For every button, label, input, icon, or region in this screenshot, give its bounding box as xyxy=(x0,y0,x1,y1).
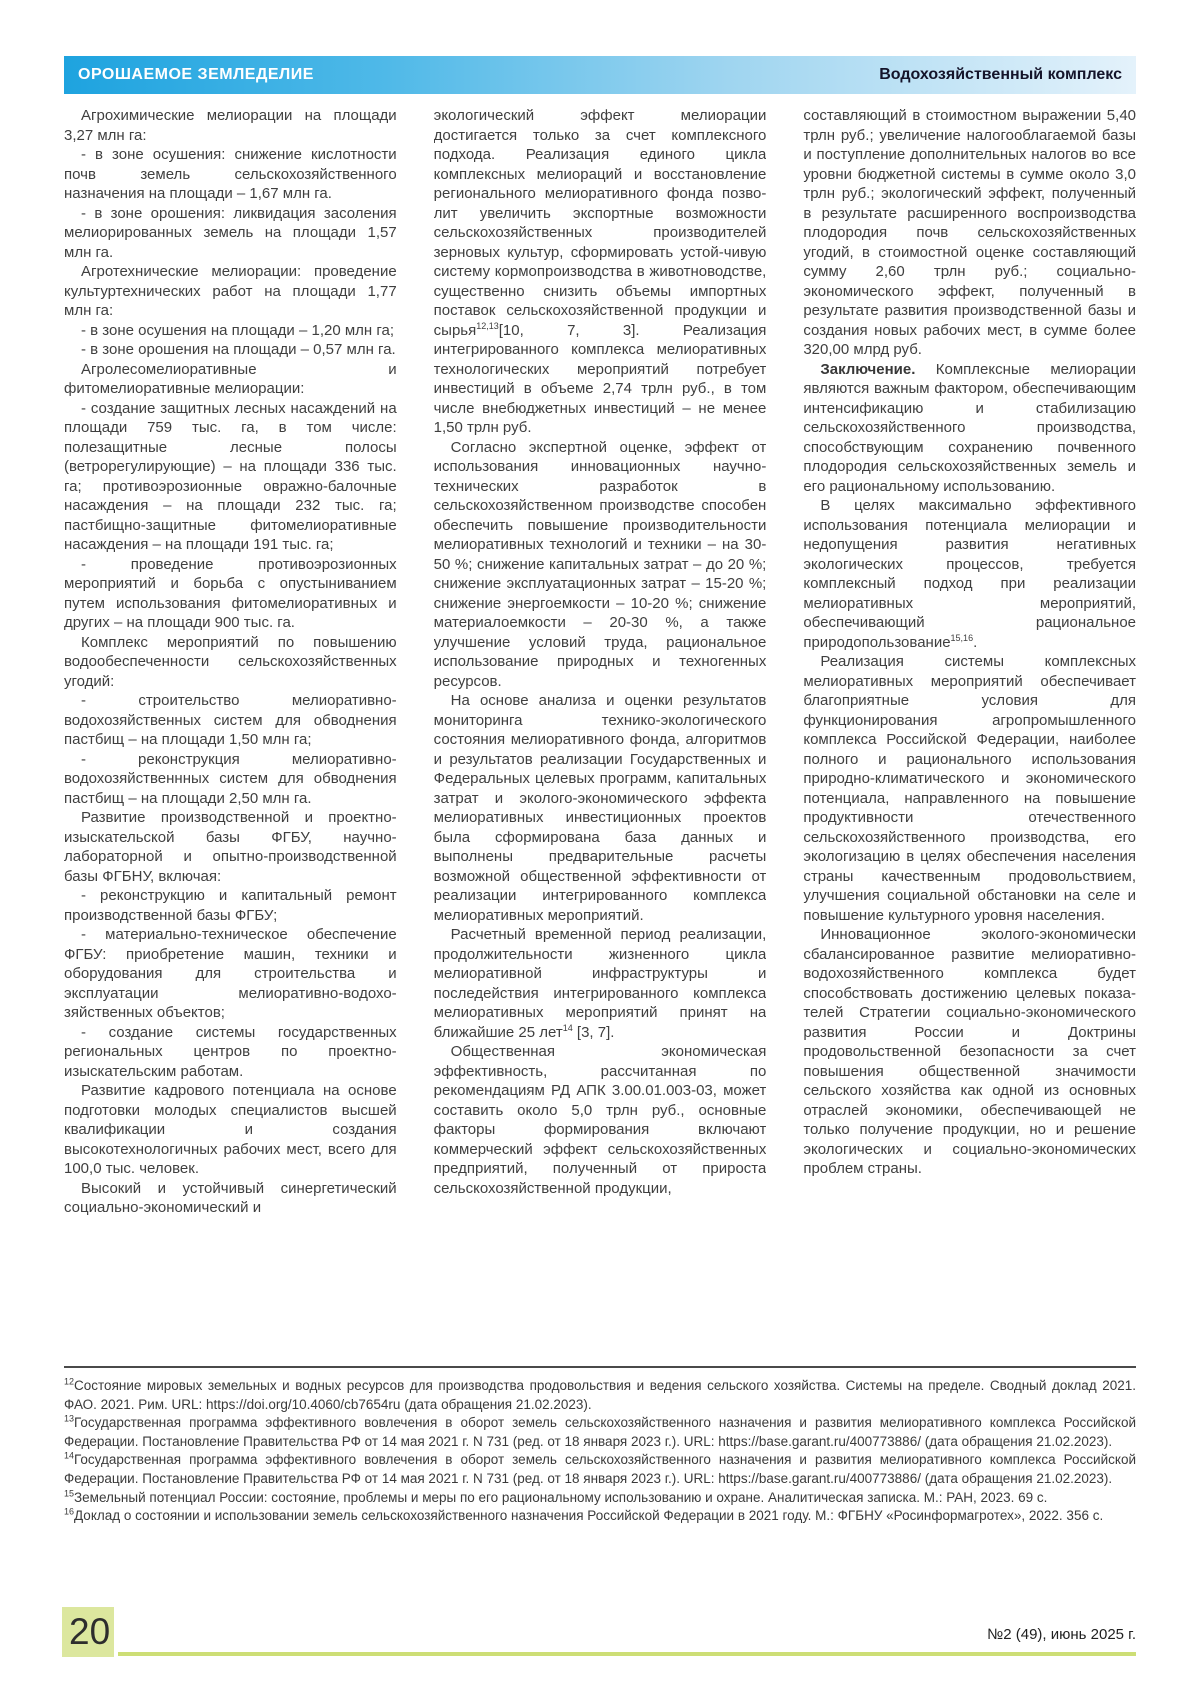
paragraph: На основе анализа и оценки результатов мониторинга технико-экологического состояния мелиоративного фонда, алгоритмов и результатов реализации Государственных и Федеральных целевых программ, капитальных затрат и эколого-экономического эффекта мелиоративных инвестиционных проектов была сформирована база данных и выполнены предварительные расчеты возможной общественной эффективности от реализации интегрированного комплекса мелиоративных мероприятий. xyxy=(433,692,767,924)
paragraph: Высокий и устойчивый синергетический социально-экономический и xyxy=(64,1179,397,1216)
footnote-number: 12 xyxy=(64,1377,75,1387)
footnote: $^{13}$Государственная программа эффективного вовлечения в оборот земель сельскохозяйственного назначения и развития мелиоративного комплекса Российской Федерации. Постановление Правительства РФ от 14 мая 2021 г. N 731 (ред. от 18 января 2023 г.). URL: https://base.garant.ru/400773886/ (дата обращения 21.02.2023). xyxy=(64,1413,1136,1449)
conclusion-lead-in: Заключение. xyxy=(820,360,916,378)
paragraph: Расчетный временной период реализации, продолжительности жизненного цикла мелиоративной инфраструктуры и последействия интегрированного комплекса мелиоративных мероприятий принят на ближайшие 25 лет$^{14}$ [3, 7]. xyxy=(433,926,767,1041)
footnote: $^{16}$Доклад о состоянии и использовании земель сельскохозяйственного назначения Российской Федерации в 2021 году. М.: ФГБНУ «Росинформагротех», 2022. 356 с. xyxy=(64,1506,1104,1524)
footnote: $^{15}$Земельный потенциал России: состояние, проблемы и меры по его рациональному использованию и охране. Аналитическая записка. М.: РАН, 2023. 69 с. xyxy=(64,1488,1048,1505)
page-number: 20 xyxy=(62,1607,114,1657)
paragraph: Согласно экспертной оценке, эффект от использования инновационных научно-технических разработок в сельскохозяйственном производстве способен обеспечить повышение производительности мелиоративных технологий и техники – на 30-50 %; снижение капитальных затрат – до 20 %; снижение эксплуатационных затрат – 15-20 %; снижение энергоемкости – 10-20 %; снижение материалоемкости – 20-30 %, а также улучшение условий труда, рациональное использование природных и техногенных ресурсов. xyxy=(433,438,767,690)
paragraph: экологический эффект мелиорации достигается только за счет комплексного подхода. Реализация единого цикла комплексных мелиораций и восстановление регионального мелиоративного фонда позво-лит увеличить экспортные возможности сельскохозяйственных производителей зерновых культур, сформировать устой-чивую систему кормопроизводства в животноводстве, существенно снизить объемы импортных поставок сельскохозяйственной продукции и сырья$^{12,13}$[10, 7, 3]. Реализация интегрированного комплекса мелиоративных технологических мероприятий потребует инвестиций в объеме 2,74 трлн руб., в том числе внебюджетных инвестиций – не менее 1,50 трлн руб. xyxy=(433,107,767,436)
text-column-2 xyxy=(434,106,767,1364)
paragraph: Общественная экономическая эффективность, рассчитанная по рекомендациям РД АПК 3.00.01.003-03, может составить около 5,0 трлн руб., основные факторы формирования включают коммерческий эффект сельскохозяйственных предприятий, полученный от прироста сельскохозяйственной продукции, xyxy=(433,1043,767,1197)
paragraph: - создание системы государственных региональных центров по проектно-изыскательским работам. xyxy=(64,1023,397,1080)
paragraph: - в зоне осушения на площади – 1,20 млн га; xyxy=(81,321,395,339)
paragraph: - реконструкция мелиоративно-водохозяйственнных систем для обводнения пастбищ – на площади 2,50 млн га. xyxy=(64,750,397,807)
footnote-number: 16 xyxy=(64,1506,75,1517)
paragraph: - создание защитных лесных насаждений на площади 759 тыс. га, в том числе: полезащитные лесные полосы (ветрорегулирующие) – на площади 336 тыс. га; противоэрозионные овражно-балочные насаждения – на площади 232 тыс. га; пастбищно-защитные фитомелиоративные насаждения – на площади 191 тыс. га; xyxy=(64,399,397,553)
text-column-1 xyxy=(64,106,397,1364)
paragraph: Агротехнические мелиорации: проведение культуртехнических работ на площади 1,77 млн га: xyxy=(64,263,397,319)
footer-rule xyxy=(118,1652,1136,1656)
footnote: $^{14}$Государственная программа эффективного вовлечения в оборот земель сельскохозяйственного назначения и развития мелиоративного комплекса Российской Федерации. Постановление Правительства РФ от 14 мая 2021 г. N 731 (ред. от 18 января 2023 г.). URL: https://base.garant.ru/400773886/ (дата обращения 21.02.2023). xyxy=(64,1450,1136,1486)
footnotes xyxy=(64,1377,1136,1605)
footnote-number: 13 xyxy=(64,1413,75,1424)
issue-label: №2 (49), июнь 2025 г. xyxy=(987,1626,1136,1643)
footnote-reference: 12,13 xyxy=(476,320,499,331)
paragraph: - строительство мелиоративно-водохозяйственных систем для обводнения пастбищ – на площади 1,50 млн га; xyxy=(64,692,397,748)
paragraph: - материально-техническое обеспечение ФГБУ: приобретение машин, техники и оборудования для строительства и эксплуатации мелиоративно-водохо-зяйственных объектов; xyxy=(64,926,397,1021)
footnote-reference: 14 xyxy=(562,1022,573,1033)
paragraph: Комплекс мероприятий по повышению водообеспеченности сельскохозяйственных угодий: xyxy=(64,633,397,690)
paragraph: Развитие кадрового потенциала на основе подготовки молодых специалистов высшей квалификации и создания высокотехнологичных рабочих мест, всего для 100,0 тыс. человек. xyxy=(64,1082,397,1177)
footnote-number: 15 xyxy=(64,1488,75,1499)
page-header-band xyxy=(64,56,1136,94)
section-title: ОРОШАЕМОЕ ЗЕМЛЕДЕЛИЕ xyxy=(78,66,314,83)
text-column-3 xyxy=(803,106,1136,1364)
paragraph: Развитие производственной и проектно-изыскательской базы ФГБУ, научно-лабораторной и опытно-производственной базы ФГБНУ, включая: xyxy=(64,809,397,885)
paragraph: - проведение противоэрозионных мероприятий и борьба с опустыниванием путем использования фитомелиоративных и других – на площади 900 тыс. га. xyxy=(64,555,397,631)
paragraph: В целях максимально эффективного использования потенциала мелиорации и недопущения развития негативных экологических процессов, требуется комплексный подход при реализации мелиоративных мероприятий, обеспечивающий рациональное природопользование$^{15,16}$. xyxy=(803,497,1137,651)
footnote-number: 14 xyxy=(64,1450,75,1461)
paragraph: Реализация системы комплексных мелиоративных мероприятий обеспечивает благоприятные условия для функционирования агропромышленного комплекса Российской Федерации, наиболее полного и рационального использования природно-климатического и экономического потенциала, направленного на повышение продуктивности отечественного сельскохозяйственного производства, его экологизацию в целях обеспечения населения страны качественным продовольствием, улучшения социальной обстановки на селе и повышение культурного уровня населения. xyxy=(803,653,1137,924)
rubric-title: Водохозяйственный комплекс xyxy=(879,66,1122,83)
paragraph: - в зоне орошения на площади – 0,57 млн га. xyxy=(81,341,396,358)
paragraph: Агрохимические мелиорации на площади 3,27 млн га: xyxy=(64,107,397,144)
article-body xyxy=(64,106,1136,1364)
footnote-divider xyxy=(64,1366,1136,1368)
paragraph: - в зоне осушения: снижение кислотности почв земель сельскохозяйственного назначения на площади – 1,67 млн га. xyxy=(64,146,397,202)
paragraph: Агролесомелиоративные и фитомелиоративные мелиорации: xyxy=(64,360,397,397)
footnote: $^{12}$Состояние мировых земельных и водных ресурсов для производства продовольствия и ведения сельского хозяйства. Системы на пределе. Сводный доклад 2021. ФАО. 2021. Рим. URL: https://doi.org/10.4060/cb7654ru (дата обращения 21.02.2023). xyxy=(64,1377,1136,1412)
footnote-reference: 15,16 xyxy=(950,632,974,643)
paragraph: - реконструкцию и капитальный ремонт производственной базы ФГБУ; xyxy=(64,887,397,924)
paragraph: Заключение. Комплексные мелиорации являются важным фактором, обеспечивающим интенсификацию и стабилизацию сельскохозяйственного производства, способствующим сохранению почвенного плодородия сельскохозяйственных земель и его рациональному использованию. xyxy=(803,360,1137,495)
paragraph: составляющий в стоимостном выражении 5,40 трлн руб.; увеличение налогооблагаемой базы и поступление дополнительных налогов во все уровни бюджетной системы в сумме около 3,0 трлн руб.; экологический эффект, полученный в результате расширенного воспроизводства плодородия почв сельскохозяйственных угодий, в стоимостной оценке составляющий сумму 2,60 трлн руб.; социально-экономического эффект, полученный в результате развития производственной базы и создания новых рабочих мест, в сумме более 320,00 млрд руб. xyxy=(803,107,1137,358)
paragraph: Инновационное эколого-экономически сбалансированное развитие мелиоративно-водохозяйственного комплекса будет способствовать достижению целевых показа-телей Стратегии социально-экономического развития России и Доктрины продовольственной безопасности за счет повышения общественной значимости сельского хозяйства как одной из основных отраслей экономики, обеспечивающей не только получение продукции, но и решение экологических и социально-экономических проблем страны. xyxy=(803,926,1137,1177)
paragraph: - в зоне орошения: ликвидация засоления мелиорированных земель на площади 1,57 млн га. xyxy=(64,204,397,261)
